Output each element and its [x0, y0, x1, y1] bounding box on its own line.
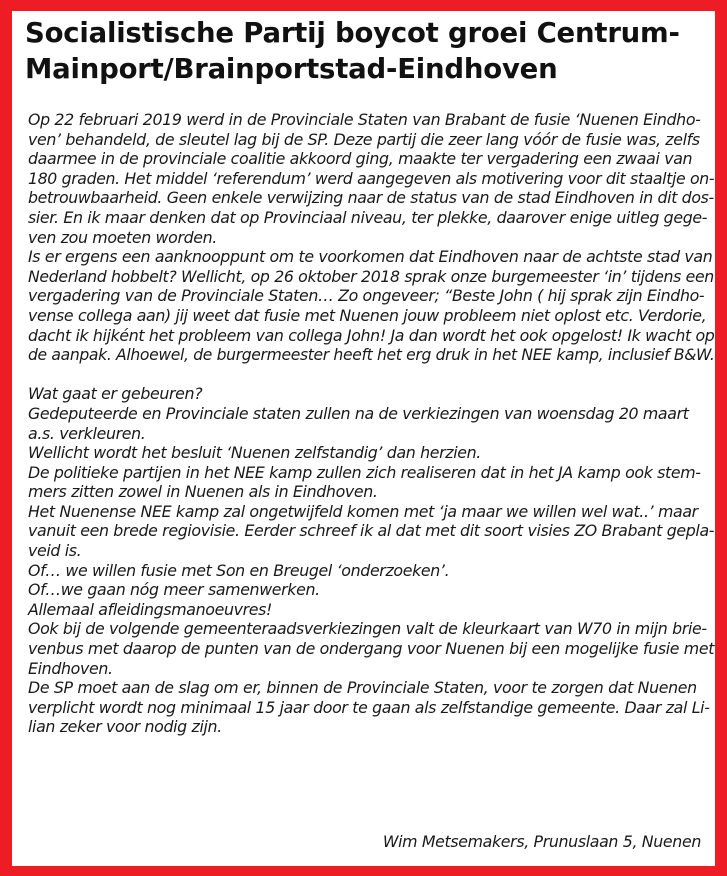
- signature: Wim Metsemakers, Prunuslaan 5, Nuenen: [382, 832, 701, 851]
- text-line: Eindhoven.: [28, 658, 113, 678]
- text-line: Of… we willen fusie met Son en Breugel ‘onderzoeken’.: [28, 560, 450, 580]
- text-line: venbus met daarop de punten van de ondergang voor Nuenen bij een mogelijke fusie met: [28, 639, 715, 659]
- text-line: Allemaal afleidingsmanoeuvres!: [28, 599, 272, 619]
- text-line: Gedeputeerde en Provinciale staten zullen na de verkiezingen van woensdag 20 maart: [28, 403, 689, 423]
- text-line: mers zitten zowel in Nuenen als in Eindhoven.: [28, 482, 378, 502]
- text-line: Nederland hobbelt? Wellicht, op 26 oktober 2018 sprak onze burgemeester ‘in’ tijdens een: [28, 266, 714, 286]
- article-title: [25, 15, 680, 87]
- text-line: Wat gaat er gebeuren?: [28, 384, 203, 404]
- text-line: Of…we gaan nóg meer samenwerken.: [28, 580, 320, 600]
- text-line: de aanpak. Alhoewel, de burgermeester heeft het erg druk in het NEE kamp, inclusief B&W.: [28, 345, 715, 365]
- text-line: veid is.: [28, 541, 82, 561]
- title-line: Socialistische Partij boycot groei Centrum-: [25, 17, 680, 49]
- text-line: verplicht wordt nog minimaal 15 jaar door te gaan als zelfstandige gemeente. Daar zal Li-: [28, 697, 710, 717]
- text-line: a.s. verkleuren.: [28, 423, 146, 443]
- paragraph-2: [28, 384, 714, 737]
- text-line: ven’ behandeld, de sleutel lag bij de SP. Deze partij die zeer lang vóór de fusie was, zelfs: [28, 129, 700, 149]
- letter-page: [12, 11, 715, 866]
- text-line: ven zou moeten worden.: [28, 227, 217, 247]
- text-line: De politieke partijen in het NEE kamp zullen zich realiseren dat in het JA kamp ook stem-: [28, 462, 701, 482]
- text-line: Op 22 februari 2019 werd in de Provinciale Staten van Brabant de fusie ‘Nuenen Eindho-: [28, 110, 701, 129]
- text-line: lian zeker voor nodig zijn.: [28, 717, 222, 737]
- text-line: vergadering van de Provinciale Staten… Zo ongeveer; “Beste John ( hij sprak zijn Eindho-: [28, 286, 705, 306]
- article-body: [28, 110, 714, 737]
- text-line: 180 graden. Het middel ‘referendum’ werd aangegeven als motivering voor dit staaltje on-: [28, 168, 715, 188]
- text-line: Wellicht wordt het besluit ‘Nuenen zelfstandig’ dan herzien.: [28, 443, 481, 463]
- text-line: De SP moet aan de slag om er, binnen de Provinciale Staten, voor te zorgen dat Nuenen: [28, 678, 697, 698]
- paragraph-1: [28, 110, 714, 365]
- paragraph-gap: [28, 365, 714, 385]
- title-line: Mainport/Brainportstad-Eindhoven: [25, 53, 558, 85]
- text-line: Het Nuenense NEE kamp zal ongetwijfeld komen met ‘ja maar we willen wel wat..’ maar: [28, 501, 698, 521]
- text-line: sier. En ik maar denken dat op Provinciaal niveau, ter plekke, daarover enige uitleg gege-: [28, 207, 708, 227]
- text-line: daarmee in de provinciale coalitie akkoord ging, maakte ter vergadering een zwaai van: [28, 149, 693, 169]
- text-line: Ook bij de volgende gemeenteraadsverkiezingen valt de kleurkaart van W70 in mijn brie-: [28, 619, 707, 639]
- text-line: Is er ergens een aanknooppunt om te voorkomen dat Eindhoven naar de achtste stad van: [28, 247, 713, 267]
- text-line: betrouwbaarheid. Geen enkele verwijzing naar de status van de stad Eindhoven in dit dos-: [28, 188, 714, 208]
- text-line: dacht ik hijként het probleem van collega John! Ja dan wordt het ook opgelost! Ik wacht op: [28, 325, 715, 345]
- text-line: vanuit een brede regiovisie. Eerder schreef ik al dat met dit soort visies ZO Brabant gepla-: [28, 521, 715, 541]
- text-line: vense collega aan) jij weet dat fusie met Nuenen jouw probleem niet oplost etc. Verdorie,: [28, 305, 707, 325]
